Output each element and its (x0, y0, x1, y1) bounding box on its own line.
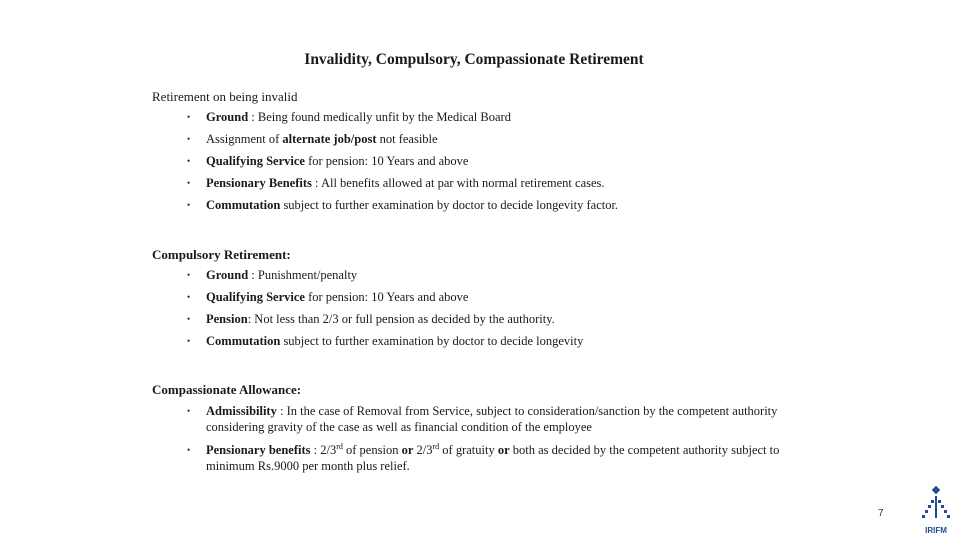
bullet-list (152, 403, 812, 474)
section-compassionate-allowance (152, 382, 812, 481)
list-item: • Assignment of alternate job/post not feasible (152, 128, 812, 150)
list-item: • Pensionary benefits : 2/3rd of pension or 2/3rd of gratuity or both as decided by the competent authority subject to minimum Rs.9000 per month plus relief. (187, 441, 780, 473)
section-heading: Compulsory Retirement: (152, 247, 291, 262)
list-item: • Ground : Being found medically unfit by the Medical Board (152, 106, 812, 128)
section-invalid-retirement (152, 89, 812, 216)
list-item: • Admissibility : In the case of Removal from Service, subject to consideration/sanction by the competent authority considering gravity of the case as well as financial condition of the employee (187, 404, 778, 434)
list-item: • Pensionary Benefits : All benefits allowed at par with normal retirement cases. (152, 172, 812, 194)
irifm-logo-icon (918, 486, 954, 536)
bullet-icon: • (187, 445, 191, 455)
list-item: • Pension: Not less than 2/3 or full pension as decided by the authority. (152, 308, 812, 330)
bullet-icon: • (187, 178, 191, 188)
bullet-icon: • (187, 270, 191, 280)
bullet-list (152, 264, 812, 352)
bullet-icon: • (187, 406, 191, 416)
bullet-icon: • (187, 292, 191, 302)
section-compulsory-retirement (152, 247, 812, 352)
bullet-icon: • (187, 134, 191, 144)
page-title: Invalidity, Compulsory, Compassionate Retirement (304, 51, 644, 68)
bullet-icon: • (187, 314, 191, 324)
list-item: • Qualifying Service for pension: 10 Years and above (152, 286, 812, 308)
list-item: • Commutation subject to further examination by doctor to decide longevity factor. (152, 194, 812, 216)
logo-text: IRIFM (925, 526, 947, 535)
bullet-icon: • (187, 112, 191, 122)
page-number: 7 (878, 508, 884, 519)
bullet-icon: • (187, 200, 191, 210)
section-heading: Compassionate Allowance: (152, 382, 302, 397)
list-item: • Commutation subject to further examination by doctor to decide longevity (152, 330, 812, 352)
list-item: • Ground : Punishment/penalty (152, 264, 812, 286)
list-item: • Qualifying Service for pension: 10 Years and above (152, 150, 812, 172)
bullet-icon: • (187, 156, 191, 166)
bullet-icon: • (187, 336, 191, 346)
section-heading: Retirement on being invalid (152, 89, 298, 104)
bullet-list (152, 106, 812, 216)
